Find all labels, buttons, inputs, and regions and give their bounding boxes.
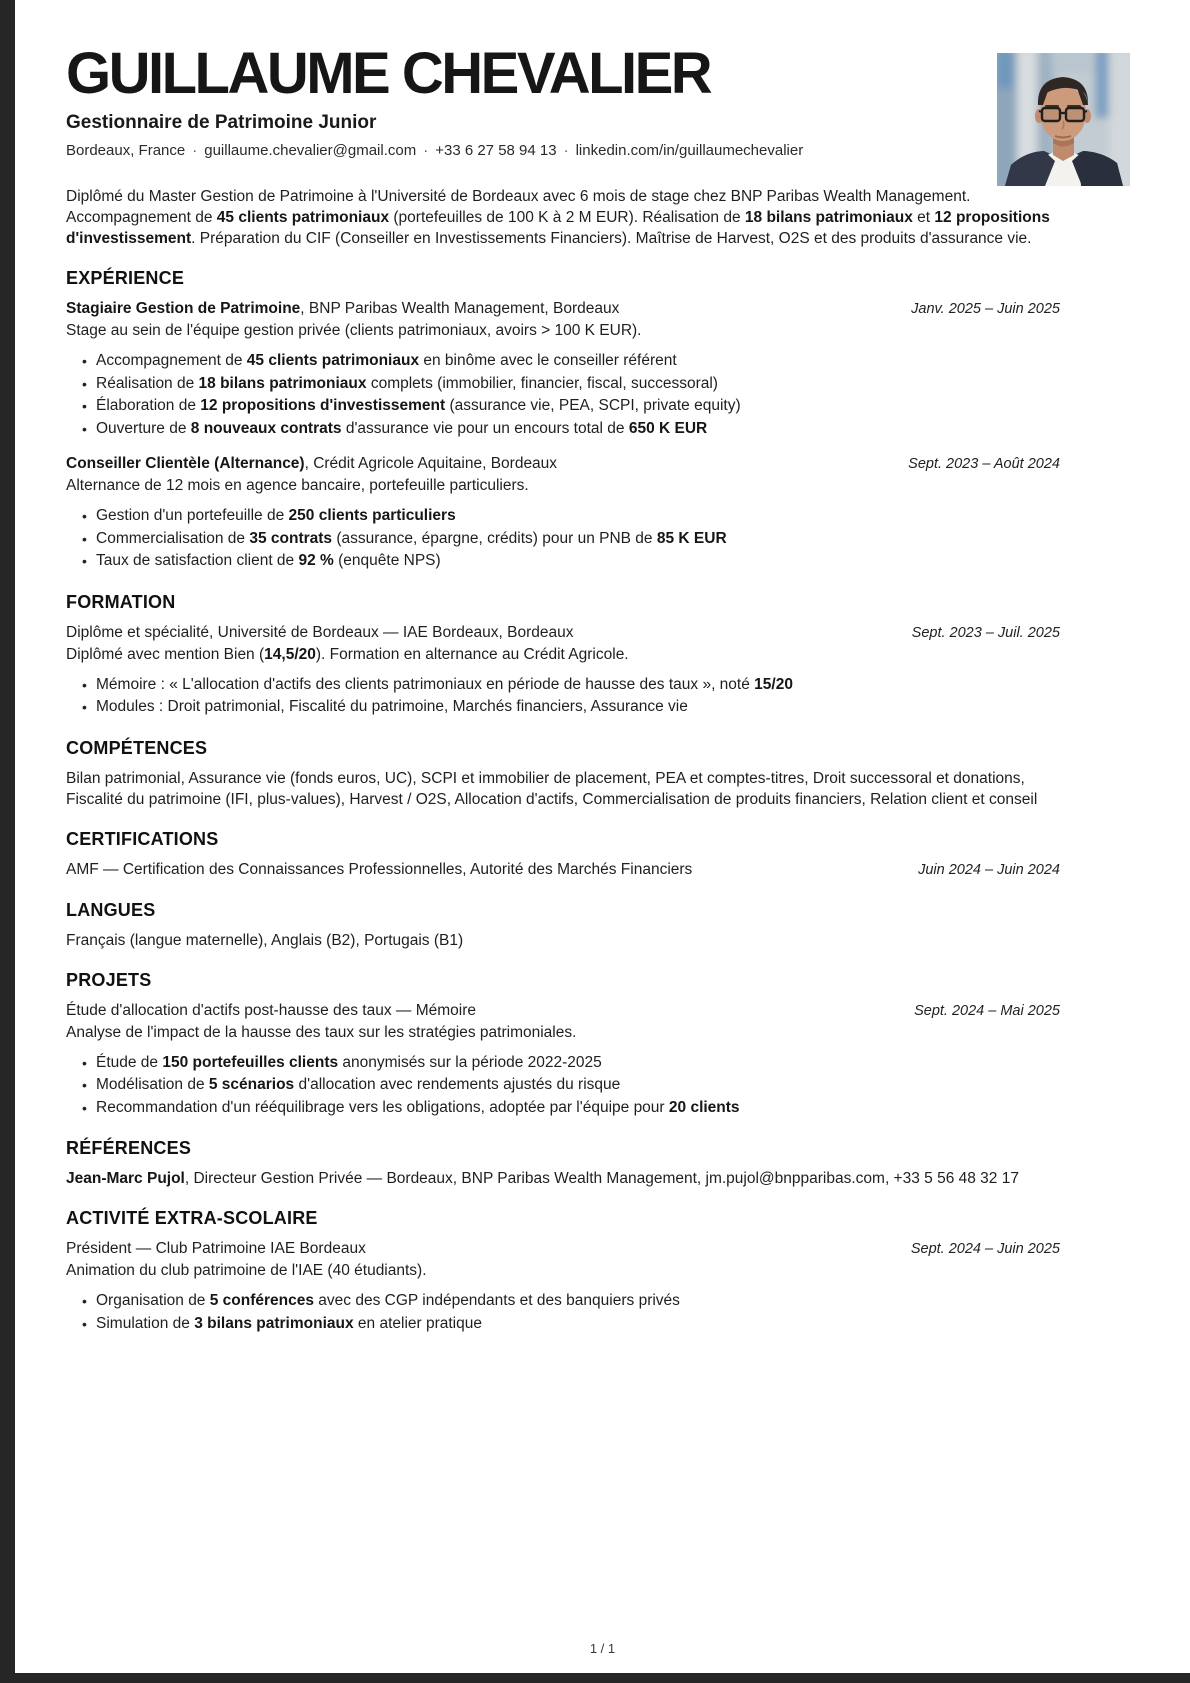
entry-bullet-list — [66, 1052, 1060, 1120]
entry-date: Juin 2024 – Juin 2024 — [918, 861, 1060, 878]
candidate-title: Gestionnaire de Patrimoine Junior — [66, 112, 377, 134]
resume-entry — [66, 453, 1060, 573]
text-run: Simulation de — [96, 1314, 195, 1332]
text-run: Recommandation d'un rééquilibrage vers les obligations, adoptée par l'équipe pour — [96, 1098, 669, 1116]
text-run: en atelier pratique — [353, 1314, 482, 1332]
text-run: en binôme avec le conseiller référent — [419, 352, 677, 370]
section-heading: FORMATION — [66, 591, 176, 612]
entry-title — [66, 453, 888, 474]
text-run: Étude d'allocation d'actifs post-hausse des taux — Mémoire — [66, 1001, 476, 1019]
entry-header — [66, 1238, 1060, 1260]
text-run: Stage au sein de l'équipe gestion privée (clients patrimoniaux, avoirs > 100 K EUR). — [66, 322, 642, 340]
text-run: Élaboration de — [96, 397, 201, 415]
text-run: Organisation de — [96, 1292, 210, 1310]
resume-entry — [66, 298, 1060, 440]
bullet-item — [66, 1074, 1060, 1097]
bullet-item — [66, 395, 1060, 418]
bullet-item — [66, 418, 1060, 441]
section-heading: PROJETS — [66, 969, 152, 990]
highlight-text: 45 clients patrimoniaux — [246, 352, 420, 370]
text-run: Diplômé avec mention Bien ( — [66, 645, 265, 663]
text-run: Ouverture de — [96, 419, 191, 437]
text-run: Accompagnement de — [96, 352, 247, 370]
resume-entry — [66, 859, 1060, 881]
text-run: Gestion d'un portefeuille de — [96, 507, 289, 525]
text-run: Diplômé du Master Gestion de Patrimoine à l'Université de Bordeaux avec 6 mois de stage chez BNP Paribas Wealth Management. Accompagnement de — [66, 188, 971, 227]
entry-title — [66, 930, 1060, 951]
resume-section — [66, 1138, 1060, 1189]
text-run: Président — Club Patrimoine IAE Bordeaux — [66, 1240, 366, 1258]
resume-section — [66, 738, 1060, 810]
highlight-text: 5 scénarios — [208, 1076, 295, 1094]
text-run: (assurance vie, PEA, SCPI, private equity) — [445, 397, 741, 415]
text-run: Animation du club patrimoine de l'IAE (40 étudiants). — [66, 1262, 427, 1280]
entry-bullet-list — [66, 505, 1060, 573]
bullet-item — [66, 373, 1060, 396]
text-run: Commercialisation de — [96, 529, 250, 547]
text-run: avec des CGP indépendants et des banquiers privés — [314, 1292, 680, 1310]
bullet-item — [66, 1052, 1060, 1075]
text-run: (enquête NPS) — [333, 552, 441, 570]
contact-item: linkedin.com/in/guillaumechevalier — [575, 142, 804, 160]
text-run: AMF — Certification des Connaissances Professionnelles, Autorité des Marchés Financiers — [66, 860, 693, 878]
entry-header — [66, 768, 1060, 810]
entry-bullet-list — [66, 350, 1060, 440]
resume-entry — [66, 1168, 1060, 1189]
section-heading: ACTIVITÉ EXTRA-SCOLAIRE — [66, 1208, 318, 1229]
highlight-text: 15/20 — [754, 675, 793, 693]
entry-title — [66, 1238, 891, 1259]
entry-subtitle — [66, 1260, 1060, 1281]
resume-section — [66, 970, 1060, 1120]
highlight-text: 92 % — [298, 552, 334, 570]
highlight-text: 5 conférences — [209, 1292, 314, 1310]
entry-date: Sept. 2023 – Juil. 2025 — [911, 624, 1060, 641]
text-run: d'assurance vie pour un encours total de — [341, 419, 629, 437]
text-run: Modélisation de — [96, 1076, 209, 1094]
text-run: Analyse de l'impact de la hausse des taux sur les stratégies patrimoniales. — [66, 1023, 577, 1041]
highlight-text: 35 contrats — [249, 529, 333, 547]
highlight-text: 12 propositions d'investissement — [200, 397, 446, 415]
resume-section — [66, 1208, 1060, 1335]
entry-title — [66, 1168, 1060, 1189]
resume-section — [66, 268, 1060, 573]
highlight-text: 20 clients — [668, 1098, 740, 1116]
section-heading: LANGUES — [66, 899, 156, 920]
text-run: (assurance, épargne, crédits) pour un PNB de — [332, 529, 657, 547]
separator-dot: · — [563, 142, 569, 160]
highlight-text: 45 clients patrimoniaux — [216, 209, 390, 227]
text-run: ). Formation en alternance au Crédit Agricole. — [315, 645, 629, 663]
bullet-item — [66, 350, 1060, 373]
highlight-text: 85 K EUR — [656, 529, 727, 547]
highlight-text: 12 propositions d'investissement — [66, 209, 1050, 248]
contact-item: guillaume.chevalier@gmail.com — [204, 142, 417, 160]
contact-line — [66, 142, 1060, 159]
candidate-name: GUILLAUME CHEVALIER — [66, 41, 711, 106]
entry-bullet-list — [66, 1290, 1060, 1335]
entry-header — [66, 859, 1060, 881]
highlight-text: 18 bilans patrimoniaux — [198, 374, 367, 392]
resume-section — [66, 592, 1060, 719]
section-heading: RÉFÉRENCES — [66, 1138, 192, 1159]
text-run: Étude de — [96, 1053, 163, 1071]
entry-title — [66, 622, 892, 643]
entry-header — [66, 622, 1060, 644]
profile-photo — [997, 53, 1130, 186]
highlight-text: 250 clients particuliers — [288, 507, 456, 525]
entry-title — [66, 298, 891, 319]
highlight-text: 18 bilans patrimoniaux — [744, 209, 913, 227]
text-run: Mémoire : « L'allocation d'actifs des clients patrimoniaux en période de hausse des taux », noté — [96, 675, 755, 693]
highlight-text: 3 bilans patrimoniaux — [194, 1314, 354, 1332]
resume-entry — [66, 930, 1060, 951]
text-run: Taux de satisfaction client de — [96, 552, 299, 570]
section-heading: CERTIFICATIONS — [66, 828, 219, 849]
entry-header — [66, 930, 1060, 951]
summary-paragraph — [66, 186, 1060, 249]
entry-subtitle — [66, 475, 1060, 496]
entry-header — [66, 1000, 1060, 1022]
entry-date: Sept. 2023 – Août 2024 — [908, 456, 1060, 473]
text-run: (portefeuilles de 100 K à 2 M EUR). Réalisation de — [389, 209, 745, 227]
highlight-text: 650 K EUR — [628, 419, 708, 437]
text-run: d'allocation avec rendements ajustés du risque — [294, 1076, 621, 1094]
text-run: complets (immobilier, financier, fiscal, successoral) — [366, 374, 718, 392]
highlight-text: Stagiaire Gestion de Patrimoine — [66, 300, 301, 318]
entry-date: Sept. 2024 – Mai 2025 — [914, 1002, 1060, 1019]
entry-title — [66, 859, 898, 880]
resume-entry — [66, 1238, 1060, 1335]
bullet-item — [66, 674, 1060, 697]
entry-subtitle — [66, 1022, 1060, 1043]
bullet-item — [66, 1313, 1060, 1336]
highlight-text: 150 portefeuilles clients — [162, 1053, 339, 1071]
text-run: et — [912, 209, 935, 227]
entry-title — [66, 1000, 894, 1021]
text-run: Bilan patrimonial, Assurance vie (fonds euros, UC), SCPI et immobilier de placement, PEA et comptes-titres, Droit successoral et donations, Fiscalité du patrimoine (IFI, plus-values), Harvest / O2S, Allocation d'actifs, Commercialisation de produits financiers, Relation client et conseil — [66, 769, 1038, 808]
text-run: Français (langue maternelle), Anglais (B2), Portugais (B1) — [66, 931, 464, 949]
entry-header — [66, 1168, 1060, 1189]
entry-header — [66, 453, 1060, 475]
entry-subtitle — [66, 320, 1060, 341]
portrait-illustration — [997, 53, 1130, 186]
text-run: Modules : Droit patrimonial, Fiscalité du patrimoine, Marchés financiers, Assurance vie — [96, 698, 688, 716]
text-run: , Directeur Gestion Privée — Bordeaux, BNP Paribas Wealth Management, jm.pujol@bnpparibas.com, +33 5 56 48 32 17 — [184, 1170, 1019, 1188]
highlight-text: Jean-Marc Pujol — [66, 1170, 185, 1188]
text-run: Diplôme et spécialité, Université de Bordeaux — IAE Bordeaux, Bordeaux — [66, 623, 574, 641]
resume-section — [66, 900, 1060, 951]
bullet-item — [66, 1290, 1060, 1313]
text-run: , BNP Paribas Wealth Management, Bordeaux — [300, 300, 620, 318]
text-run: anonymisés sur la période 2022-2025 — [338, 1053, 602, 1071]
text-run: Réalisation de — [96, 374, 199, 392]
entry-header — [66, 298, 1060, 320]
page-number: 1 / 1 — [589, 1641, 616, 1656]
resume-page — [15, 0, 1190, 1673]
text-run: . Préparation du CIF (Conseiller en Investissements Financiers). Maîtrise de Harvest, O2S et des produits d'assurance vie. — [191, 230, 1032, 248]
entry-subtitle — [66, 644, 1060, 665]
entry-bullet-list — [66, 674, 1060, 719]
highlight-text: Conseiller Clientèle (Alternance) — [66, 455, 305, 473]
bullet-item — [66, 1097, 1060, 1120]
text-run: , Crédit Agricole Aquitaine, Bordeaux — [304, 455, 558, 473]
entry-date: Sept. 2024 – Juin 2025 — [910, 1241, 1060, 1258]
entry-title — [66, 768, 1060, 810]
contact-item: +33 6 27 58 94 13 — [435, 142, 557, 160]
bullet-item — [66, 550, 1060, 573]
highlight-text: 14,5/20 — [264, 645, 316, 663]
resume-entry — [66, 622, 1060, 719]
separator-dot: · — [423, 142, 429, 160]
section-heading: COMPÉTENCES — [66, 737, 208, 758]
section-heading: EXPÉRIENCE — [66, 268, 185, 289]
text-run: Alternance de 12 mois en agence bancaire, portefeuille particuliers. — [66, 477, 529, 495]
bullet-item — [66, 528, 1060, 551]
bullet-item — [66, 696, 1060, 719]
resume-entry — [66, 1000, 1060, 1120]
resume-section — [66, 829, 1060, 881]
resume-entry — [66, 768, 1060, 810]
separator-dot: · — [192, 142, 198, 160]
contact-item: Bordeaux, France — [66, 142, 186, 160]
entry-date: Janv. 2025 – Juin 2025 — [911, 301, 1060, 318]
highlight-text: 8 nouveaux contrats — [190, 419, 342, 437]
bullet-item — [66, 505, 1060, 528]
sections — [66, 268, 1060, 1335]
